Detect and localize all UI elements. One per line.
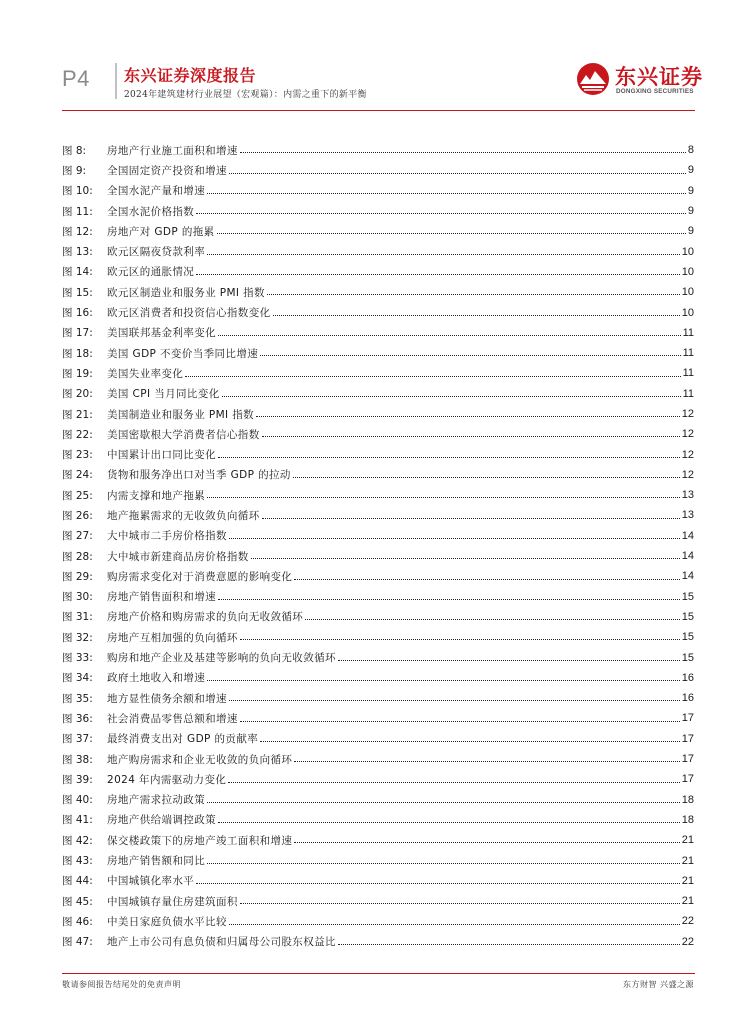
dot-leader	[229, 172, 686, 174]
dot-leader	[207, 801, 680, 803]
figure-title: 欧元区消费者和投资信心指数变化	[107, 307, 271, 320]
figure-title: 欧元区的通胀情况	[107, 266, 195, 279]
dot-leader	[294, 760, 679, 762]
figure-page-number: 9	[687, 225, 694, 238]
figure-label: 图 13:	[62, 246, 93, 259]
figure-title: 欧元区制造业和服务业 PMI 指数	[107, 286, 265, 299]
figure-label: 图 28:	[62, 550, 93, 563]
figure-title: 内需支撑和地产拖累	[107, 489, 206, 502]
toc-entry[interactable]	[62, 485, 694, 505]
figure-label: 图 8:	[62, 144, 87, 157]
dot-leader	[294, 841, 679, 843]
figure-label: 图 31:	[62, 611, 93, 624]
dot-leader	[185, 375, 680, 377]
dot-leader	[207, 253, 680, 255]
figure-title: 房地产行业施工面积和增速	[107, 144, 238, 157]
figure-title: 地产上市公司有息负债和归属母公司股东权益比	[107, 936, 336, 949]
header-divider	[115, 63, 117, 99]
dot-leader	[338, 943, 680, 945]
footer-rule	[62, 973, 695, 974]
toc-entry[interactable]	[62, 668, 694, 688]
figure-title: 全国水泥价格指数	[107, 205, 195, 218]
figure-page-number: 14	[681, 529, 694, 542]
figure-page-number: 15	[681, 631, 694, 644]
figure-page-number: 10	[681, 286, 694, 299]
toc-entry[interactable]	[62, 343, 694, 363]
dot-leader	[228, 781, 679, 783]
dot-leader	[305, 618, 680, 620]
toc-entry[interactable]	[62, 932, 694, 952]
toc-entry[interactable]	[62, 282, 694, 302]
figure-label: 图 39:	[62, 773, 93, 786]
figure-label: 图 34:	[62, 672, 93, 685]
figure-page-number: 17	[681, 712, 694, 725]
figure-title: 大中城市新建商品房价格指数	[107, 550, 249, 563]
dot-leader	[196, 212, 686, 214]
figure-label: 图 11:	[62, 205, 93, 218]
figure-title: 美国联邦基金利率变化	[107, 327, 216, 340]
figure-label: 图 19:	[62, 367, 93, 380]
toc-entry[interactable]	[62, 424, 694, 444]
toc-entry[interactable]	[62, 627, 694, 647]
figure-title: 房地产需求拉动政策	[107, 794, 206, 807]
figure-page-number: 15	[681, 651, 694, 664]
figure-title: 保交楼政策下的房地产竣工面积和增速	[107, 834, 293, 847]
dot-leader	[218, 334, 681, 336]
dot-leader	[229, 537, 680, 539]
figure-label: 图 10:	[62, 185, 93, 198]
figure-page-number: 12	[681, 448, 694, 461]
dot-leader	[338, 659, 680, 661]
figure-page-number: 14	[681, 570, 694, 583]
toc-entry[interactable]	[62, 708, 694, 728]
dot-leader	[240, 902, 680, 904]
dot-leader	[196, 273, 680, 275]
figure-page-number: 15	[681, 610, 694, 623]
toc-entry[interactable]	[62, 607, 694, 627]
toc-entry[interactable]	[62, 384, 694, 404]
dot-leader	[218, 456, 680, 458]
figure-page-number: 11	[682, 387, 694, 400]
figure-index-list	[62, 140, 694, 952]
figure-page-number: 21	[681, 854, 694, 867]
figure-label: 图 21:	[62, 408, 93, 421]
figure-page-number: 14	[681, 550, 694, 563]
toc-entry[interactable]	[62, 181, 694, 201]
figure-page-number: 18	[681, 813, 694, 826]
company-logo	[576, 60, 703, 104]
dot-leader	[267, 293, 680, 295]
figure-page-number: 21	[681, 895, 694, 908]
figure-title: 地方显性债务余额和增速	[107, 692, 227, 705]
figure-title: 美国 CPI 当月同比变化	[107, 388, 220, 401]
figure-label: 图 26:	[62, 509, 93, 522]
toc-entry[interactable]	[62, 891, 694, 911]
dot-leader	[218, 598, 680, 600]
dot-leader	[218, 821, 680, 823]
toc-entry[interactable]	[62, 830, 694, 850]
figure-label: 图 38:	[62, 753, 93, 766]
figure-title: 全国水泥产量和增速	[107, 185, 206, 198]
figure-page-number: 9	[687, 205, 694, 218]
toc-entry[interactable]	[62, 323, 694, 343]
figure-title: 全国固定资产投资和增速	[107, 164, 227, 177]
figure-label: 图 44:	[62, 875, 93, 888]
figure-title: 购房需求变化对于消费意愿的影响变化	[107, 570, 293, 583]
figure-label: 图 22:	[62, 428, 93, 441]
figure-page-number: 21	[681, 834, 694, 847]
toc-entry[interactable]	[62, 363, 694, 383]
dot-leader	[260, 740, 680, 742]
header-rule	[62, 110, 695, 111]
figure-page-number: 11	[682, 367, 694, 380]
figure-page-number: 8	[687, 144, 694, 157]
figure-label: 图 47:	[62, 936, 93, 949]
toc-entry[interactable]	[62, 465, 694, 485]
dot-leader	[222, 395, 681, 397]
figure-title: 地产购房需求和企业无收敛的负向循环	[107, 753, 293, 766]
figure-title: 美国失业率变化	[107, 367, 184, 380]
figure-title: 中国城镇化率水平	[107, 875, 195, 888]
logo-chinese-name: 东兴证券	[615, 65, 703, 89]
figure-label: 图 9:	[62, 164, 87, 177]
dot-leader	[251, 557, 680, 559]
figure-page-number: 12	[681, 408, 694, 420]
figure-label: 图 25:	[62, 489, 93, 502]
dot-leader	[260, 354, 680, 356]
toc-entry[interactable]	[62, 749, 694, 769]
toc-entry[interactable]	[62, 810, 694, 830]
dot-leader	[262, 517, 680, 519]
toc-entry[interactable]	[62, 526, 694, 546]
figure-title: 房地产销售额和同比	[107, 855, 206, 868]
figure-label: 图 40:	[62, 794, 93, 807]
toc-entry[interactable]	[62, 140, 694, 160]
report-subtitle: 2024年建筑建材行业展望（宏观篇）：内需之重下的新平衡	[124, 90, 367, 100]
toc-entry[interactable]	[62, 546, 694, 566]
dot-leader	[207, 679, 680, 681]
figure-title: 货物和服务净出口对当季 GDP 的拉动	[107, 469, 291, 482]
figure-label: 图 32:	[62, 631, 93, 644]
toc-entry[interactable]	[62, 302, 694, 322]
dot-leader	[273, 314, 680, 316]
figure-page-number: 16	[681, 692, 694, 705]
figure-page-number: 11	[682, 347, 694, 360]
figure-label: 图 17:	[62, 327, 93, 340]
figure-page-number: 15	[681, 590, 694, 603]
figure-page-number: 21	[681, 874, 694, 887]
footer-disclaimer: 敬请参阅报告结尾处的免责声明	[62, 980, 181, 989]
figure-label: 图 27:	[62, 530, 93, 543]
figure-label: 图 30:	[62, 591, 93, 604]
toc-entry[interactable]	[62, 201, 694, 221]
dot-leader	[240, 720, 680, 722]
figure-title: 地产拖累需求的无收敛负向循环	[107, 509, 260, 522]
figure-label: 图 36:	[62, 712, 93, 725]
dot-leader	[240, 151, 686, 153]
toc-entry[interactable]	[62, 160, 694, 180]
figure-title: 大中城市二手房价格指数	[107, 530, 227, 543]
toc-entry[interactable]	[62, 688, 694, 708]
figure-label: 图 23:	[62, 449, 93, 462]
figure-label: 图 35:	[62, 692, 93, 705]
dot-leader	[256, 415, 680, 417]
toc-entry[interactable]	[62, 850, 694, 870]
figure-title: 房地产价格和购房需求的负向无收敛循环	[107, 611, 304, 624]
figure-title: 美国制造业和服务业 PMI 指数	[107, 408, 255, 421]
figure-title: 中国累计出口同比变化	[107, 449, 216, 462]
dot-leader	[207, 862, 680, 864]
figure-label: 图 33:	[62, 652, 93, 665]
figure-label: 图 45:	[62, 895, 93, 908]
figure-page-number: 22	[681, 915, 694, 928]
figure-page-number: 10	[681, 306, 694, 319]
footer-slogan: 东方财智 兴盛之源	[622, 980, 694, 989]
figure-page-number: 17	[681, 732, 694, 745]
figure-label: 图 43:	[62, 855, 93, 868]
figure-page-number: 17	[681, 773, 694, 786]
logo-english-name: DONGXING SECURITIES	[616, 88, 694, 95]
dot-leader	[229, 923, 680, 925]
figure-label: 图 20:	[62, 388, 93, 401]
toc-entry[interactable]	[62, 729, 694, 749]
dot-leader	[293, 476, 680, 478]
figure-title: 2024 年内需驱动力变化	[107, 773, 227, 786]
figure-label: 图 15:	[62, 286, 93, 299]
figure-label: 图 12:	[62, 225, 93, 238]
toc-entry[interactable]	[62, 647, 694, 667]
figure-page-number: 9	[687, 164, 694, 177]
figure-title: 欧元区隔夜贷款利率	[107, 246, 206, 259]
figure-page-number: 16	[681, 671, 694, 684]
page-number: P4	[62, 66, 90, 91]
toc-entry[interactable]	[62, 911, 694, 931]
figure-title: 美国密歇根大学消费者信心指数	[107, 428, 260, 441]
figure-title: 房地产供给端调控政策	[107, 814, 216, 827]
figure-label: 图 46:	[62, 915, 93, 928]
figure-page-number: 11	[682, 326, 694, 339]
figure-label: 图 24:	[62, 469, 93, 482]
toc-entry[interactable]	[62, 587, 694, 607]
figure-page-number: 18	[681, 793, 694, 806]
toc-entry[interactable]	[62, 241, 694, 261]
figure-page-number: 17	[681, 753, 694, 766]
figure-title: 政府土地收入和增速	[107, 672, 206, 685]
dot-leader	[217, 232, 686, 234]
figure-title: 社会消费品零售总额和增速	[107, 712, 238, 725]
figure-title: 房地产互相加强的负向循环	[107, 631, 238, 644]
figure-title: 房地产对 GDP 的拖累	[107, 225, 215, 238]
figure-label: 图 16:	[62, 307, 93, 320]
figure-title: 中国城镇存量住房建筑面积	[107, 895, 238, 908]
dot-leader	[294, 578, 679, 580]
figure-page-number: 9	[687, 184, 694, 197]
figure-label: 图 18:	[62, 347, 93, 360]
figure-title: 美国 GDP 不变价当季同比增速	[107, 347, 259, 360]
figure-label: 图 14:	[62, 266, 93, 279]
toc-entry[interactable]	[62, 221, 694, 241]
figure-page-number: 10	[681, 265, 694, 278]
dot-leader	[229, 699, 680, 701]
toc-entry[interactable]	[62, 262, 694, 282]
figure-page-number: 13	[681, 489, 694, 502]
figure-label: 图 41:	[62, 814, 93, 827]
toc-entry[interactable]	[62, 769, 694, 789]
figure-title: 中美日家庭负债水平比较	[107, 915, 227, 928]
figure-page-number: 12	[681, 468, 694, 481]
figure-title: 购房和地产企业及基建等影响的负向无收敛循环	[107, 652, 336, 665]
toc-entry[interactable]	[62, 505, 694, 525]
figure-title: 最终消费支出对 GDP 的贡献率	[107, 733, 259, 746]
dot-leader	[207, 496, 680, 498]
figure-label: 图 37:	[62, 733, 93, 746]
figure-page-number: 12	[681, 428, 694, 441]
dot-leader	[240, 638, 680, 640]
figure-page-number: 10	[681, 245, 694, 258]
dot-leader	[196, 882, 680, 884]
dot-leader	[207, 192, 686, 194]
toc-entry[interactable]	[62, 790, 694, 810]
figure-title: 房地产销售面积和增速	[107, 591, 216, 604]
toc-entry[interactable]	[62, 871, 694, 891]
toc-entry[interactable]	[62, 566, 694, 586]
figure-page-number: 13	[681, 509, 694, 522]
figure-label: 图 29:	[62, 570, 93, 583]
figure-label: 图 42:	[62, 834, 93, 847]
figure-page-number: 22	[681, 935, 694, 948]
report-title: 东兴证券深度报告	[124, 66, 257, 85]
dot-leader	[262, 435, 680, 437]
toc-entry[interactable]	[62, 444, 694, 464]
dongxing-logo-icon	[576, 62, 610, 96]
toc-entry[interactable]	[62, 404, 694, 424]
